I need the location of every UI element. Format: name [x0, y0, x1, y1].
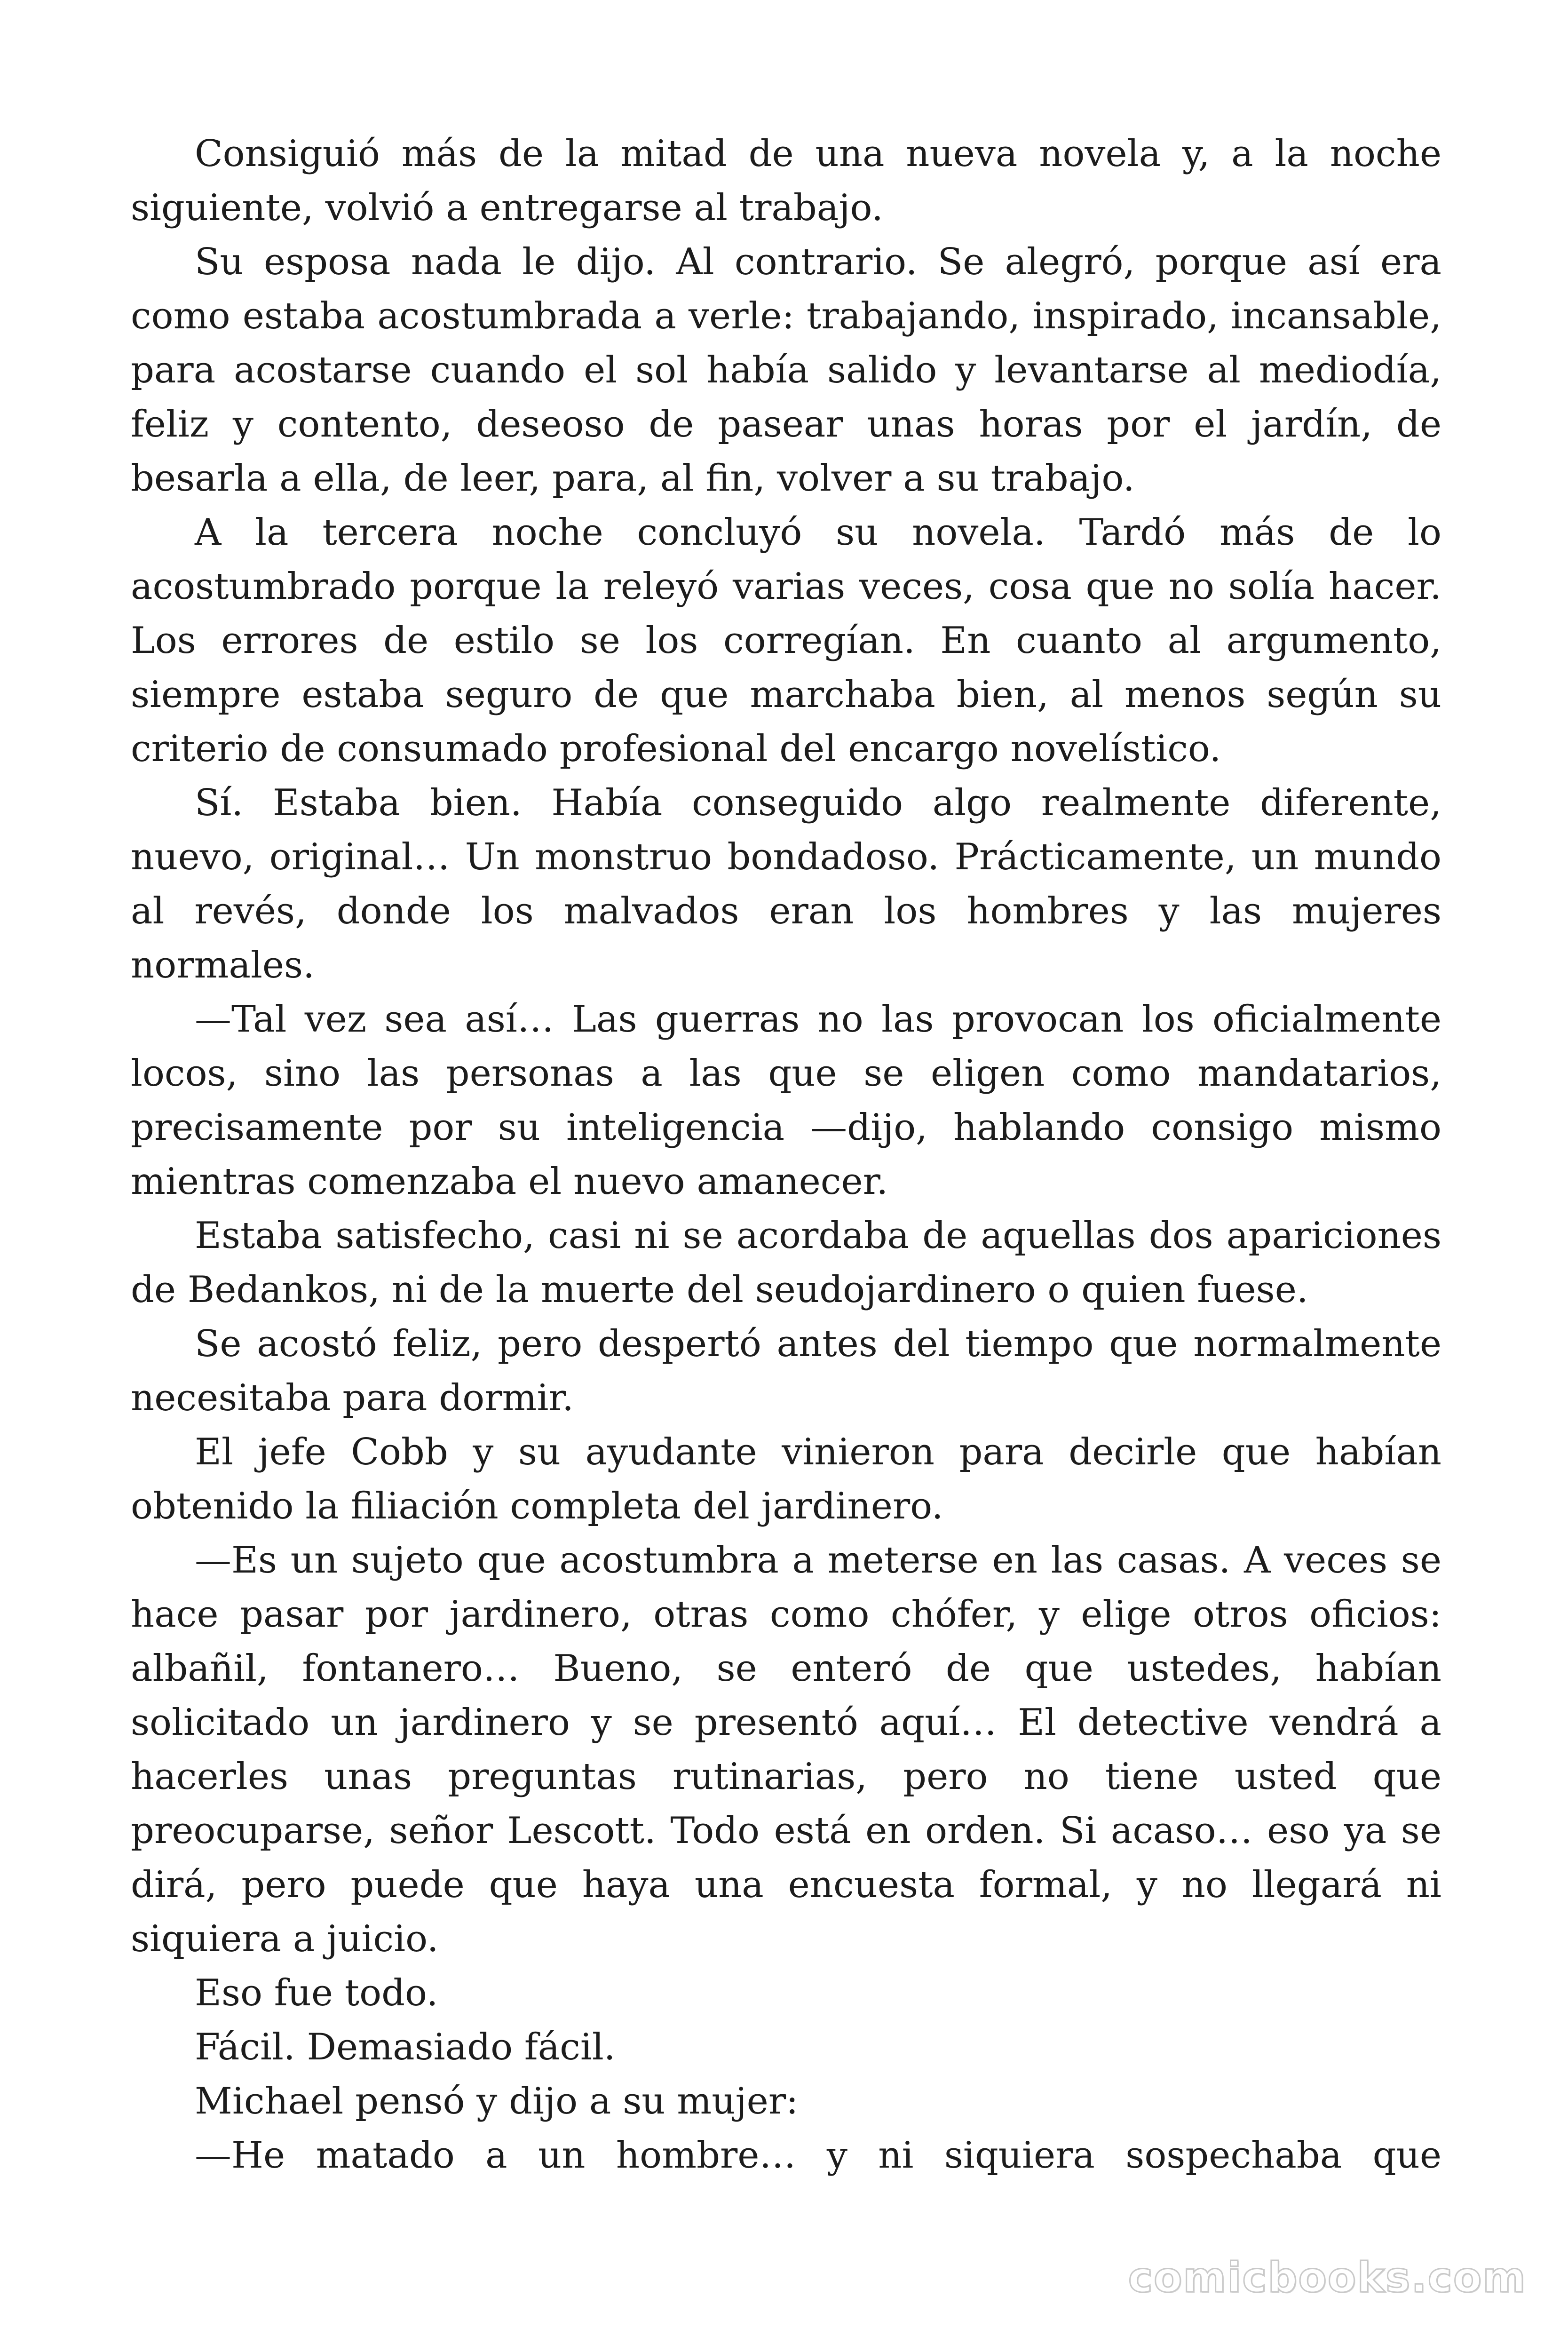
- paragraph: Consiguió más de la mitad de una nueva novela y, a la noche siguiente, volvió a entregarse al trabajo.: [131, 133, 1441, 229]
- paragraph-last: —He matado a un hombre… y ni siquiera sospechaba que: [195, 2134, 1441, 2177]
- page-body: [131, 127, 1441, 2183]
- paragraph: Michael pensó y dijo a su mujer:: [195, 2080, 799, 2122]
- paragraph: Sí. Estaba bien. Había conseguido algo realmente diferente, nuevo, original… Un monstruo bondadoso. Prácticamente, un mundo al revés, donde los malvados eran los hombres y las mujeres normales.: [131, 782, 1441, 986]
- paragraph: Fácil. Demasiado fácil.: [195, 2026, 616, 2068]
- paragraph: El jefe Cobb y su ayudante vinieron para decirle que habían obtenido la filiación completa del jardinero.: [131, 1431, 1441, 1527]
- paragraph: —Tal vez sea así… Las guerras no las provocan los oficialmente locos, sino las personas a las que se eligen como mandatarios, precisamente por su inteligencia —dijo, hablando consigo mismo mientras comenzaba el nuevo amanecer.: [131, 998, 1441, 1203]
- paragraph: Se acostó feliz, pero despertó antes del tiempo que normalmente necesitaba para dormir.: [131, 1323, 1441, 1419]
- paragraph: —Es un sujeto que acostumbra a meterse en las casas. A veces se hace pasar por jardinero, otras como chófer, y elige otros oficios: albañil, fontanero… Bueno, se enteró de que ustedes, habían solicitado un jardinero y se presentó aquí… El detective vendrá a hacerles unas preguntas rutinarias, pero no tiene usted que preocuparse, señor Lescott. Todo está en orden. Si acaso… eso ya se dirá, pero puede que haya una encuesta formal, y no llegará ni siquiera a juicio.: [131, 1539, 1441, 1960]
- paragraph: Su esposa nada le dijo. Al contrario. Se alegró, porque así era como estaba acostumbrada a verle: trabajando, inspirado, incansable, para acostarse cuando el sol había salido y levantarse al mediodía, feliz y contento, deseoso de pasear unas horas por el jardín, de besarla a ella, de leer, para, al fin, volver a su trabajo.: [131, 241, 1441, 500]
- paragraph: Estaba satisfecho, casi ni se acordaba de aquellas dos apariciones de Bedankos, ni de la muerte del seudojardinero o quien fuese.: [131, 1215, 1441, 1311]
- watermark: comicbooks.com: [1128, 2253, 1527, 2302]
- paragraph: A la tercera noche concluyó su novela. Tardó más de lo acostumbrado porque la releyó varias veces, cosa que no solía hacer. Los errores de estilo se los corregían. En cuanto al argumento, siempre estaba seguro de que marchaba bien, al menos según su criterio de consumado profesional del encargo novelístico.: [131, 511, 1441, 770]
- paragraph: Eso fue todo.: [195, 1972, 438, 2014]
